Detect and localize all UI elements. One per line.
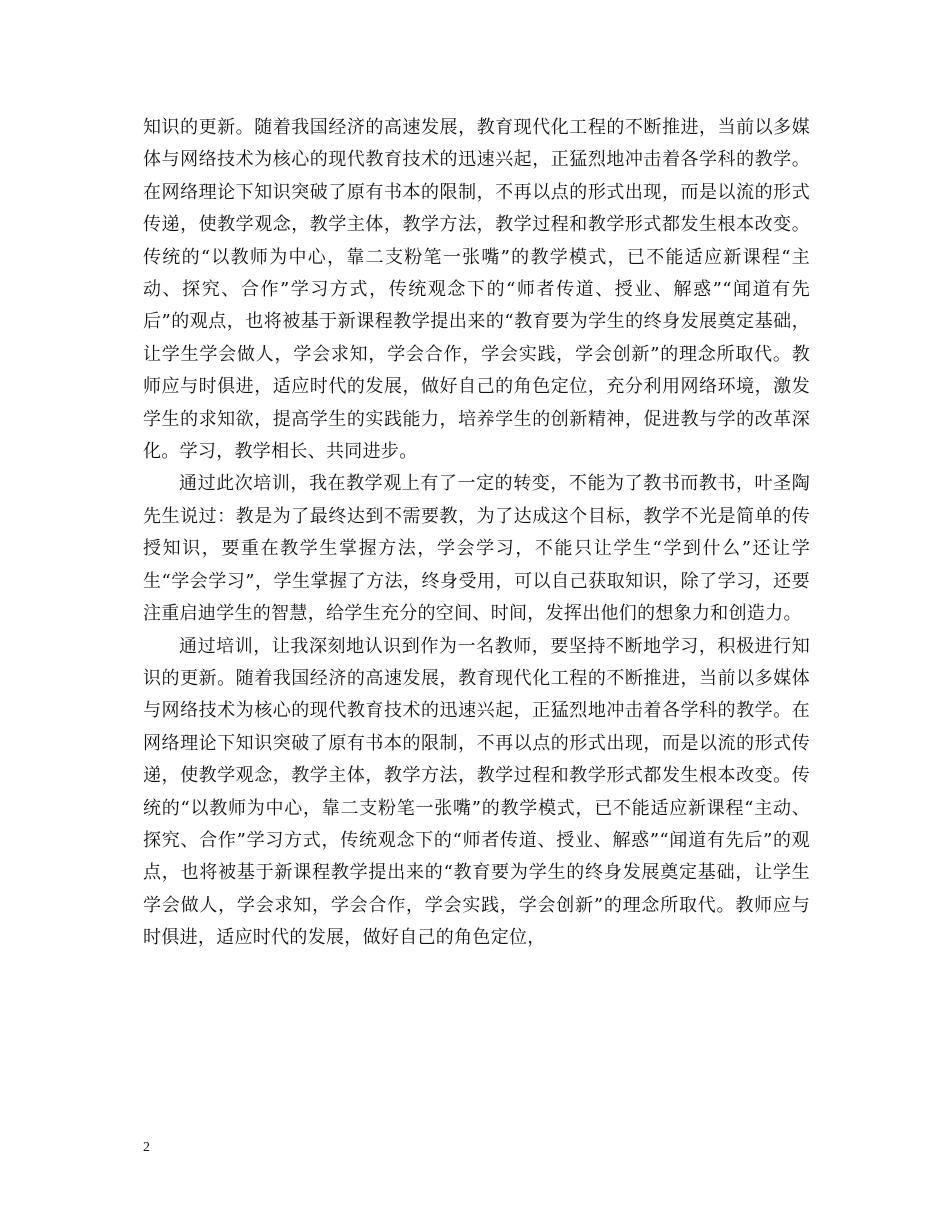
paragraph-1: 知识的更新。随着我国经济的高速发展，教育现代化工程的不断推进，当前以多媒体与网络技术为核心的现代教育技术的迅速兴起，正猛烈地冲击着各学科的教学。在网络理论下知识突破了原有书本的限制，不再以点的形式出现，而是以流的形式传递，使教学观念，教学主体，教学方法，教学过程和教学形式都发生根本改变。传统的“以教师为中心，靠二支粉笔一张嘴”的教学模式，已不能适应新课程“主动、探究、合作”学习方式，传统观念下的“师者传道、授业、解惑”“闻道有先后”的观点，也将被基于新课程教学提出来的“教育要为学生的终身发展奠定基础，让学生学会做人，学会求知，学会合作，学会实践，学会创新”的理念所取代。教师应与时俱进，适应时代的发展，做好自己的角色定位，充分利用网络环境，激发学生的求知欲，提高学生的实践能力，培养学生的创新精神，促进教与学的改革深化。学习，教学相长、共同进步。 — [143, 117, 810, 463]
page-number: 2 — [143, 1140, 150, 1155]
paragraph-3: 通过培训，让我深刻地认识到作为一名教师，要坚持不断地学习，积极进行知识的更新。随着我国经济的高速发展，教育现代化工程的不断推进，当前以多媒体与网络技术为核心的现代教育技术的迅速兴起，正猛烈地冲击着各学科的教学。在网络理论下知识突破了原有书本的限制，不再以点的形式出现，而是以流的形式传递，使教学观念，教学主体，教学方法，教学过程和教学形式都发生根本改变。传统的“以教师为中心，靠二支粉笔一张嘴”的教学模式，已不能适应新课程“主动、探究、合作”学习方式，传统观念下的“师者传道、授业、解惑”“闻道有先后”的观点，也将被基于新课程教学提出来的“教育要为学生的终身发展奠定基础，让学生学会做人，学会求知，学会合作，学会实践，学会创新”的理念所取代。教师应与时俱进，适应时代的发展，做好自己的角色定位， — [143, 635, 810, 949]
paragraph-2: 通过此次培训，我在教学观上有了一定的转变，不能为了教书而教书，叶圣陶先生说过：教是为了最终达到不需要教，为了达成这个目标，教学不光是简单的传授知识，要重在教学生掌握方法，学会学习，不能只让学生“学到什么”还让学生“学会学习”，学生掌握了方法，终身受用，可以自己获取知识，除了学习，还要注重启迪学生的智慧，给学生充分的空间、时间，发挥出他们的想象力和创造力。 — [143, 473, 810, 625]
document-body — [143, 112, 810, 955]
